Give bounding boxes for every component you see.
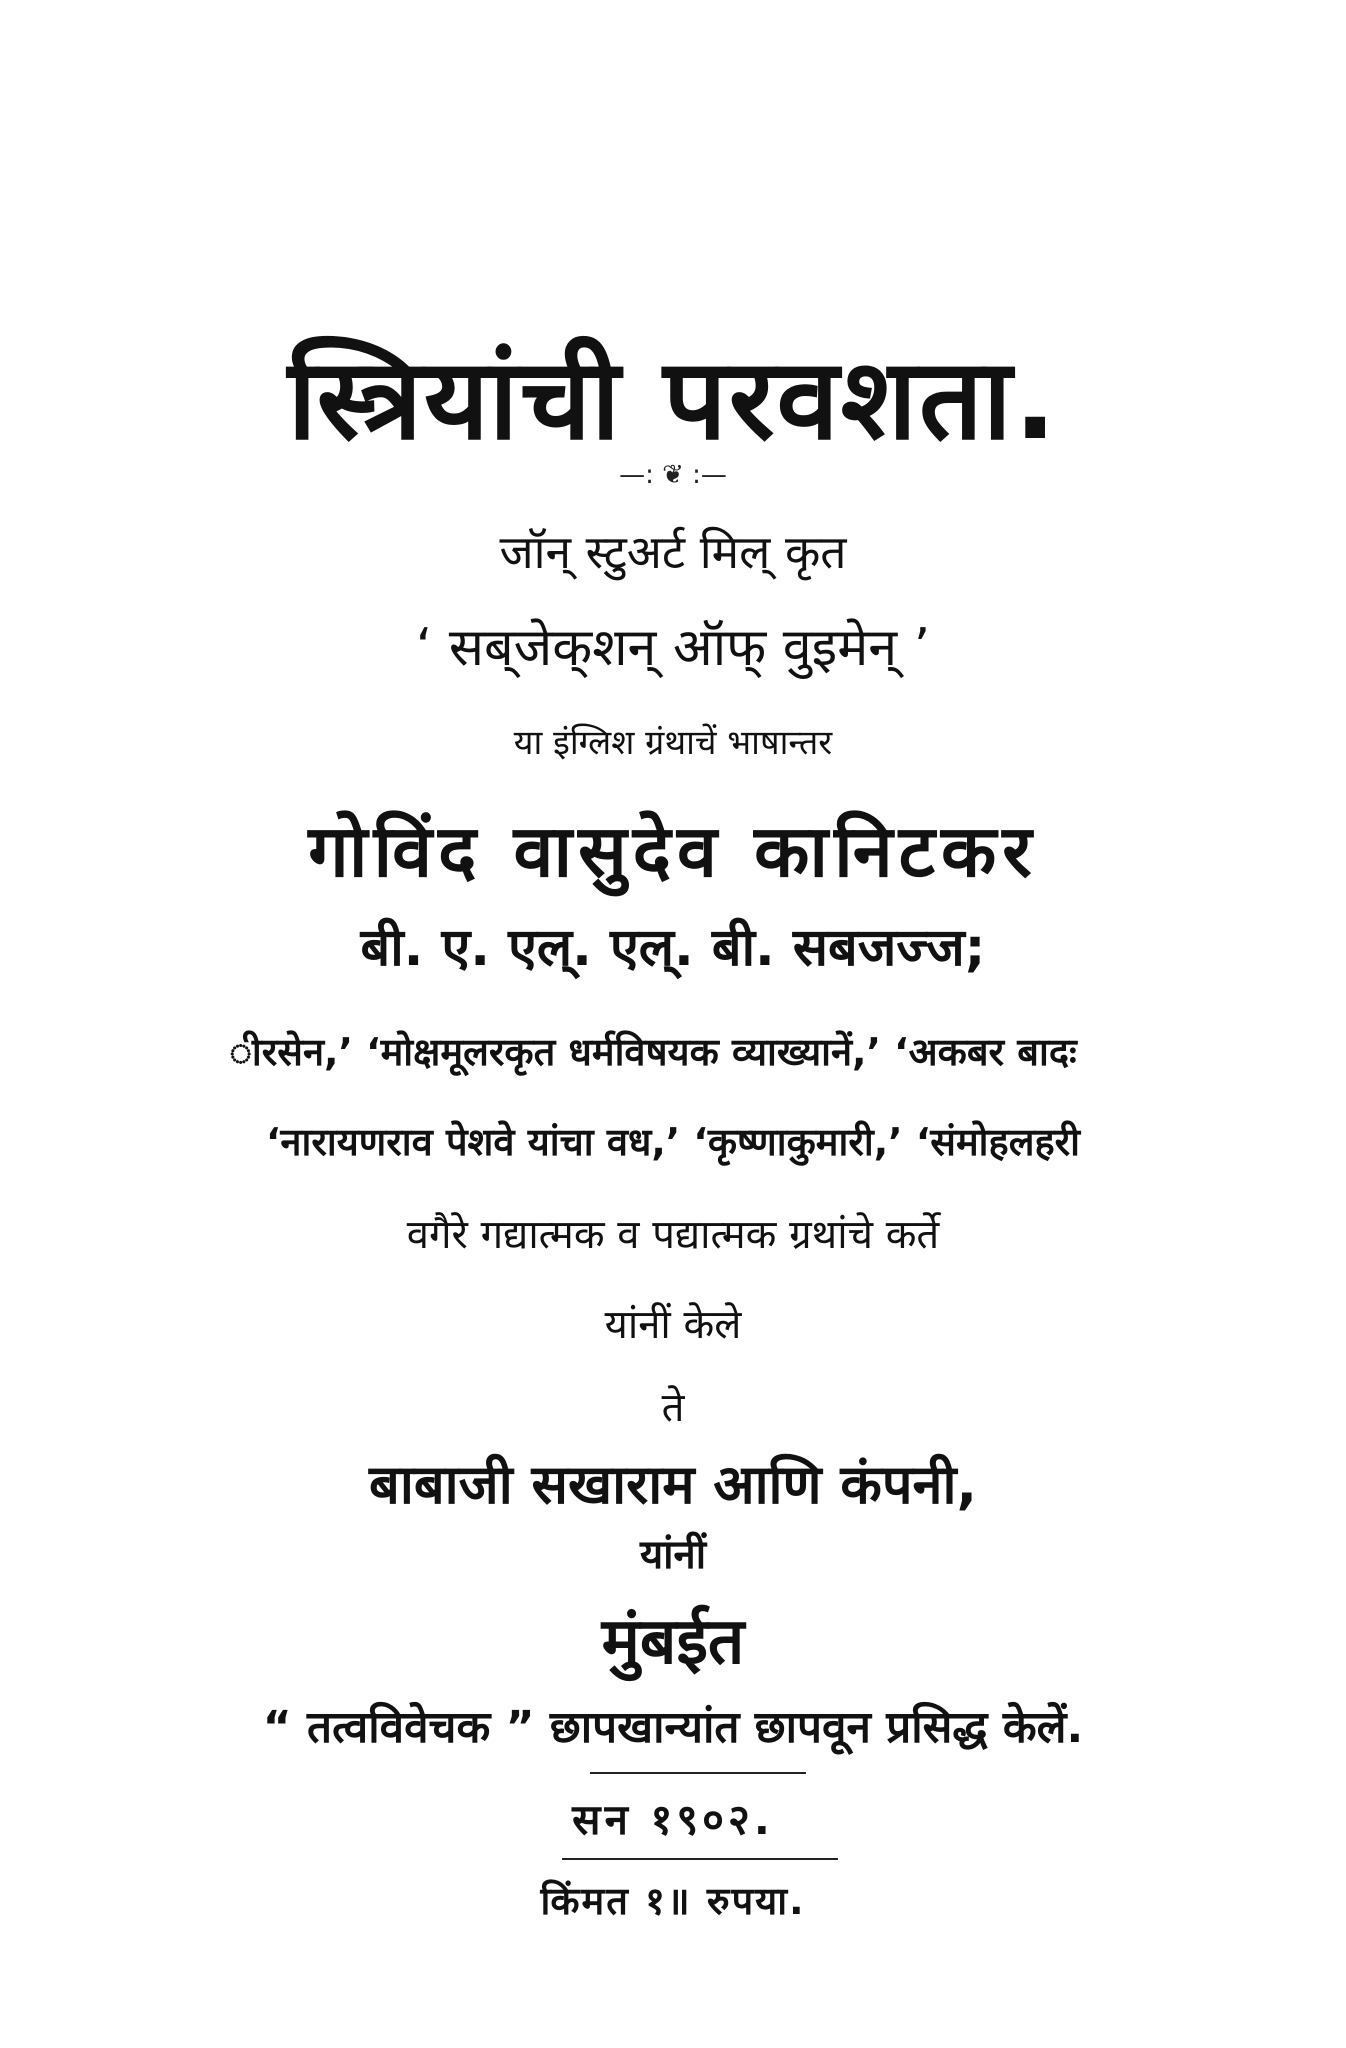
other-works-line-2: ‘नारायणराव पेशवे यांचा वध,’ ‘कृष्णाकुमारी,’ ‘संमोहलहरी	[265, 1120, 1081, 1164]
translation-note: या इंग्लिश ग्रंथाचें भाषान्तर	[513, 723, 833, 763]
publication-year: सन १९०२.	[572, 1795, 774, 1844]
title-ornament: —: ❦ :—	[619, 460, 727, 490]
original-author-line: जॉन् स्टुअर्ट मिल् कृत	[499, 525, 847, 579]
translator-degrees: बी. ए. एल्. एल्. बी. सबजज्ज;	[360, 918, 986, 978]
price-line: किंमत १॥ रुपया.	[540, 1879, 806, 1923]
other-works-line-3: वगैरे गद्यात्मक व पद्यात्मक ग्रथांचे कर्ते	[406, 1212, 940, 1258]
made-by-line: यांनीं केले	[604, 1302, 742, 1348]
press-line: “ तत्वविवेचक ” छापखान्यांत छापवून प्रसिद्ध केलें.	[262, 1702, 1084, 1753]
other-works-line-1: ीरसेन,’ ‘मोक्षमूलरकृत धर्मविषयक व्याख्यानें,’ ‘अकबर बादः	[229, 1030, 1077, 1074]
publisher-name: बाबाजी सखाराम आणि कंपनी,	[369, 1453, 977, 1516]
original-title: ‘ सब्‌जेक्‌शन् ऑफ् वुइमेन् ’	[415, 618, 931, 678]
page-title: स्त्रियांची परवशता.	[287, 335, 1059, 465]
translator-name: गोविंद वासुदेव कानिटकर	[308, 809, 1038, 893]
publication-city: मुंबईत	[601, 1605, 745, 1679]
publisher-by-line: यांनीं	[639, 1532, 707, 1578]
divider-top	[590, 1772, 806, 1774]
divider-bottom	[562, 1858, 838, 1860]
connector-word: ते	[661, 1385, 685, 1431]
